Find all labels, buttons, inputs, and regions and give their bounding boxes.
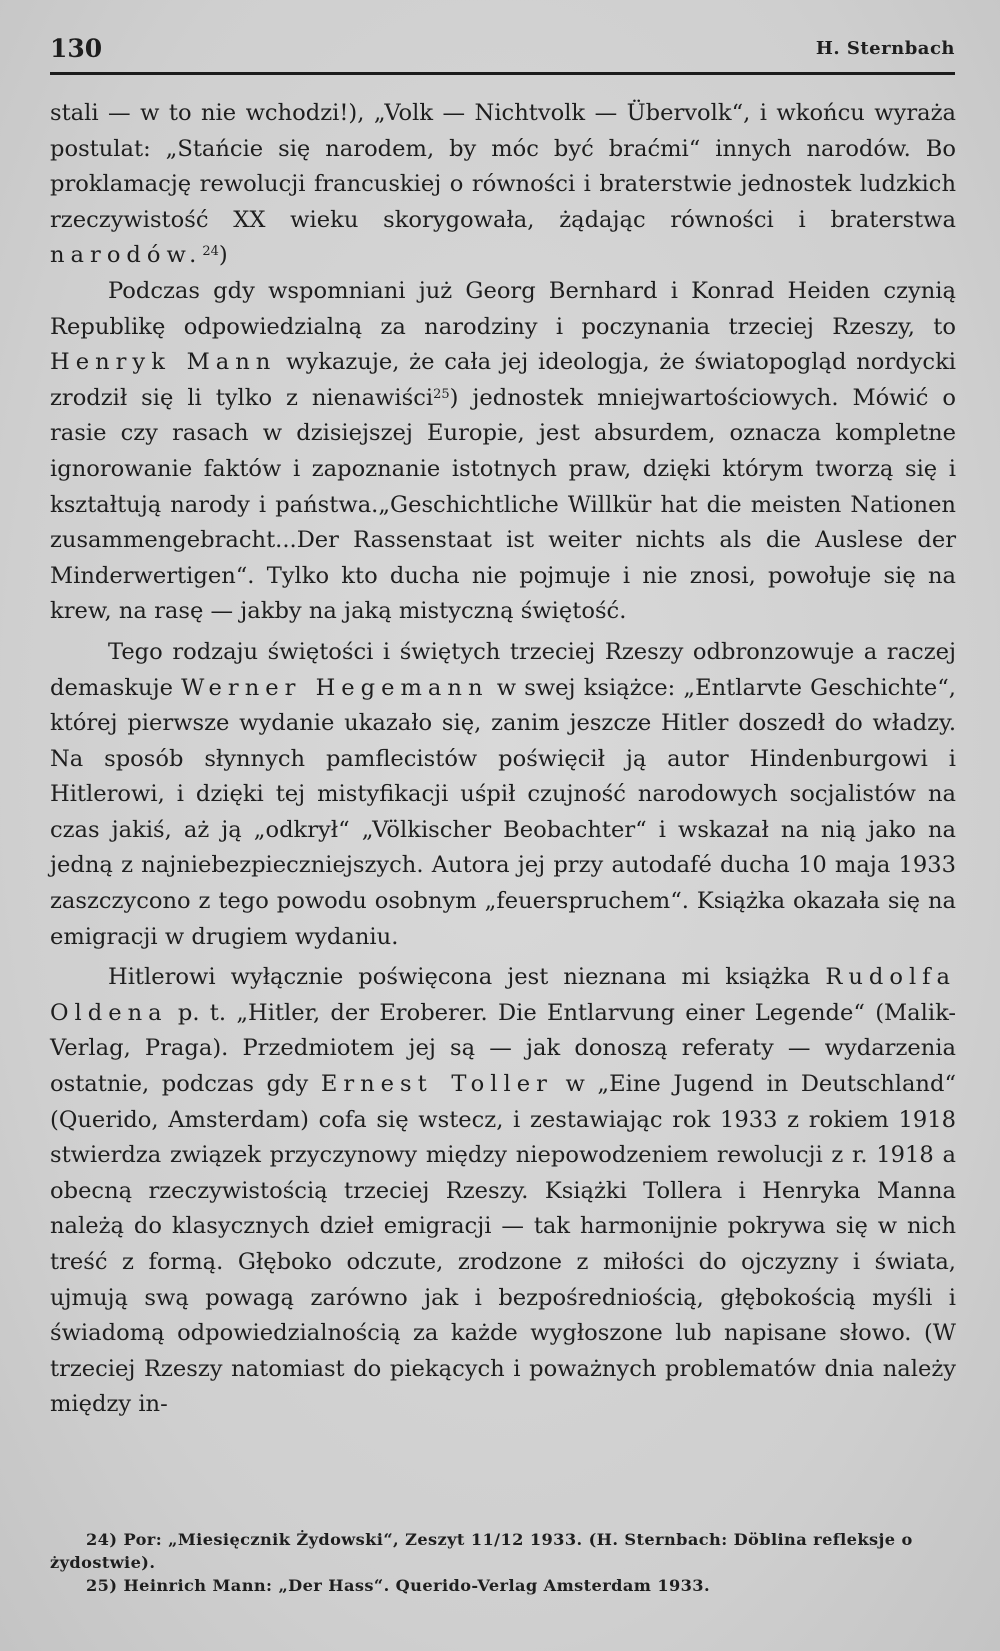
spaced-author-name: Henryk Mann [50, 349, 277, 376]
page-number: 130 [50, 34, 103, 63]
text-run: Hitlerowi wyłącznie poświęcona jest nieznana mi książka [108, 964, 826, 991]
footnote-24 [50, 1528, 956, 1574]
page-header [50, 32, 955, 75]
body-text [50, 96, 956, 1423]
spaced-emphasis: narodów. [50, 242, 203, 269]
paragraph-3 [50, 635, 956, 955]
text-run: Podczas gdy wspomniani już Georg Bernhard i Konrad Heiden czynią Republikę odpowiedzialną za narodziny i poczynania trzeciej Rzeszy, to [50, 277, 956, 340]
text-run: ) jednostek mniejwartościowych. Mówić o rasie czy rasach w dzisiejszej Europie, jest absurdem, oznacza kompletne ignorowanie faktów i zapoznanie istotnych praw, dzięki którym tworzą się i kształtują narody i państwa.„Geschichtliche Willkür hat die meisten Nationen zusammengebracht...Der Rassenstaat ist weiter nichts als die Auslese der Minderwertigen“. Tylko kto ducha nie pojmuje i nie znosi, powołuje się na krew, na rasę — jakby na jaką mistyczną świętość. [50, 384, 956, 625]
footnote-text: Heinrich Mann: „Der Hass“. Querido-Verlag Amsterdam 1933. [123, 1576, 711, 1595]
footnote-number: 24) [86, 1530, 118, 1549]
running-head: H. Sternbach [815, 38, 955, 59]
footnote-number: 25) [86, 1576, 118, 1595]
text-run: wykazuje, że cała jej ideologja, że światopogląd nordycki zrodził się li tylko z nienawiści [50, 349, 956, 411]
spaced-author-name: Werner Hegemann [181, 674, 489, 701]
paragraph-4 [50, 960, 956, 1423]
footnote-25 [50, 1574, 956, 1597]
text-run: w „Eine Jugend in Deutschland“ (Querido, Amsterdam) cofa się wstecz, i zestawiając rok 1933 z rokiem 1918 stwierdza związek przyczynowy między niepowodzeniem rewolucji z r. 1918 a obecną rzeczywistością trzeciej Rzeszy. Książki Tollera i Henryka Manna należą do klasycznych dzieł emigracji — tak harmonijnie pokrywa się w nich treść z formą. Głęboko odczute, zrodzone z miłości do ojczyzny i świata, ujmują swą powagą zarówno jak i bezpośredniością, głębokością myśli i świadomą odpowiedzialnością za każde wygłoszone lub napisane słowo. (W trzeciej Rzeszy natomiast do piekących i poważnych problematów dnia należy między in- [50, 1071, 957, 1418]
spaced-author-name: Rudolfa Oldena [50, 964, 956, 1026]
text-run: p. t. „Hitler, der Eroberer. Die Entlarvung einer Legende“ (Malik-Verlag, Praga). Przedmiotem jej są — jak donoszą referaty — wydarzenia ostatnie, podczas gdy [50, 999, 956, 1098]
text-run: Tego rodzaju świętości i świętych trzeciej Rzeszy odbronzowuje a raczej demaskuje [50, 638, 956, 701]
text-run: stali — w to nie wchodzi!), „Volk — Nichtvolk — Übervolk“, i wkońcu wyraża postulat: „Stańcie się narodem, by móc być braćmi“ innych narodów. Bo proklamację rewolucji francuskiej o równości i braterstwie jednostek ludzkich rzeczywistość XX wieku skorygowała, żądając równości i braterstwa [50, 100, 956, 233]
text-run: ) [218, 242, 228, 269]
text-run: w swej książce: „Entlarvte Geschichte“, której pierwsze wydanie ukazało się, zanim jeszcze Hitler doszedł do władzy. Na sposób słynnych pamflecistów poświęcił ją autor Hindenburgowi i Hitlerowi, i dzięki tej mistyfikacji uśpił czujność narodowych socjalistów na czas jakiś, aż ją „odkrył“ „Völkischer Beobachter“ i wskazał na nią jako na jedną z najniebezpieczniejszych. Autora jej przy autodafé ducha 10 maja 1933 zaszczycono z tego powodu osobnym „feuerspruchem“. Książka okazała się na emigracji w drugiem wydaniu. [50, 674, 956, 950]
footnote-ref-24: 24 [202, 244, 219, 260]
footnotes [50, 1528, 956, 1597]
footnote-text: Por: „Miesięcznik Żydowski“, Zeszyt 11/12 1933. (H. Sternbach: Döblina refleksje o żydostwie). [50, 1530, 913, 1572]
paragraph-2 [50, 274, 956, 630]
footnote-ref-25: 25 [433, 386, 450, 402]
spaced-author-name: Ernest Toller [320, 1071, 553, 1098]
paragraph-1 [50, 96, 956, 274]
